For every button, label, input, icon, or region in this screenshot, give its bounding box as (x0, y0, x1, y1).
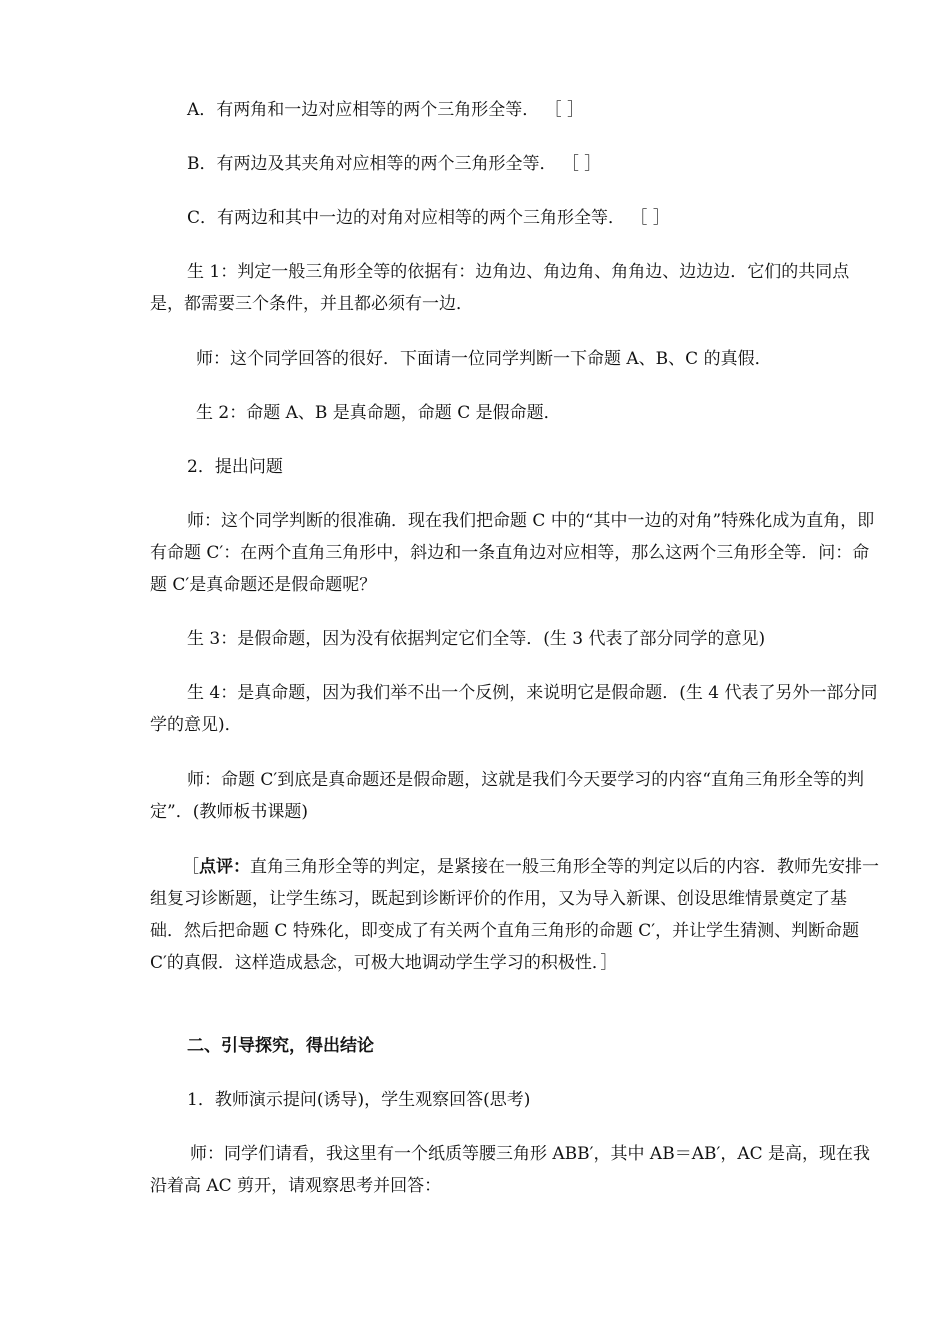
commentary-label: 点评： (199, 857, 250, 877)
student-2-answer: 生 2：命题 A、B 是真命题，命题 C 是假命题． (196, 403, 561, 423)
commentary-paragraph (150, 851, 880, 979)
subheading-teacher-demo: 1．教师演示提问(诱导)，学生观察回答(思考) (187, 1090, 531, 1110)
teacher-remark-2: 师：这个同学判断的很准确．现在我们把命题 C 中的“其中一边的对角”特殊化成为直角，即有命题 C′：在两个直角三角形中，斜边和一条直角边对应相等，那么这两个三角形全等．问：命题 C′是真命题还是假命题呢？ (150, 511, 875, 595)
question-c: C．有两边和其中一边的对角对应相等的两个三角形全等． ［ ］ (187, 208, 670, 228)
teacher-remark-3: 师：命题 C′到底是真命题还是假命题，这就是我们今天要学习的内容“直角三角形全等的判定”．(教师板书课题) (150, 770, 864, 822)
question-b: B．有两边及其夹角对应相等的两个三角形全等． ［ ］ (187, 154, 602, 174)
commentary-open-bracket: ［ (182, 857, 199, 877)
student-1-answer: 生 1：判定一般三角形全等的依据有：边角边、角边角、角角边、边边边．它们的共同点是，都需要三个条件，并且都必须有一边． (150, 262, 850, 314)
teacher-remark-4: 师：同学们请看，我这里有一个纸质等腰三角形 ABB′，其中 AB＝AB′，AC 是高，现在我沿着高 AC 剪开，请观察思考并回答： (150, 1144, 871, 1196)
teacher-remark-1: 师：这个同学回答的很好．下面请一位同学判断一下命题 A、B、C 的真假． (196, 349, 772, 369)
section-heading-guided-inquiry (150, 1030, 880, 1062)
section-heading-text: 二、引导探究，得出结论 (187, 1036, 374, 1056)
student-4-answer: 生 4：是真命题，因为我们举不出一个反例，来说明它是假命题．(生 4 代表了另外一部分同学的意见)． (150, 683, 878, 735)
question-a: A．有两角和一边对应相等的两个三角形全等． ［ ］ (187, 100, 585, 120)
subheading-raise-question: 2．提出问题 (187, 457, 283, 477)
commentary-body: 直角三角形全等的判定，是紧接在一般三角形全等的判定以后的内容．教师先安排一组复习诊断题，让学生练习，既起到诊断评价的作用，又为导入新课、创设思维情景奠定了基础．然后把命题 C 特殊化，即变成了有关两个直角三角形的命题 C′，并让学生猜测、判断命题 C′的真假．这样造成悬念，可极大地调动学生学习的积极性．］ (150, 857, 879, 973)
student-3-answer: 生 3：是假命题，因为没有依据判定它们全等．(生 3 代表了部分同学的意见) (187, 629, 766, 649)
